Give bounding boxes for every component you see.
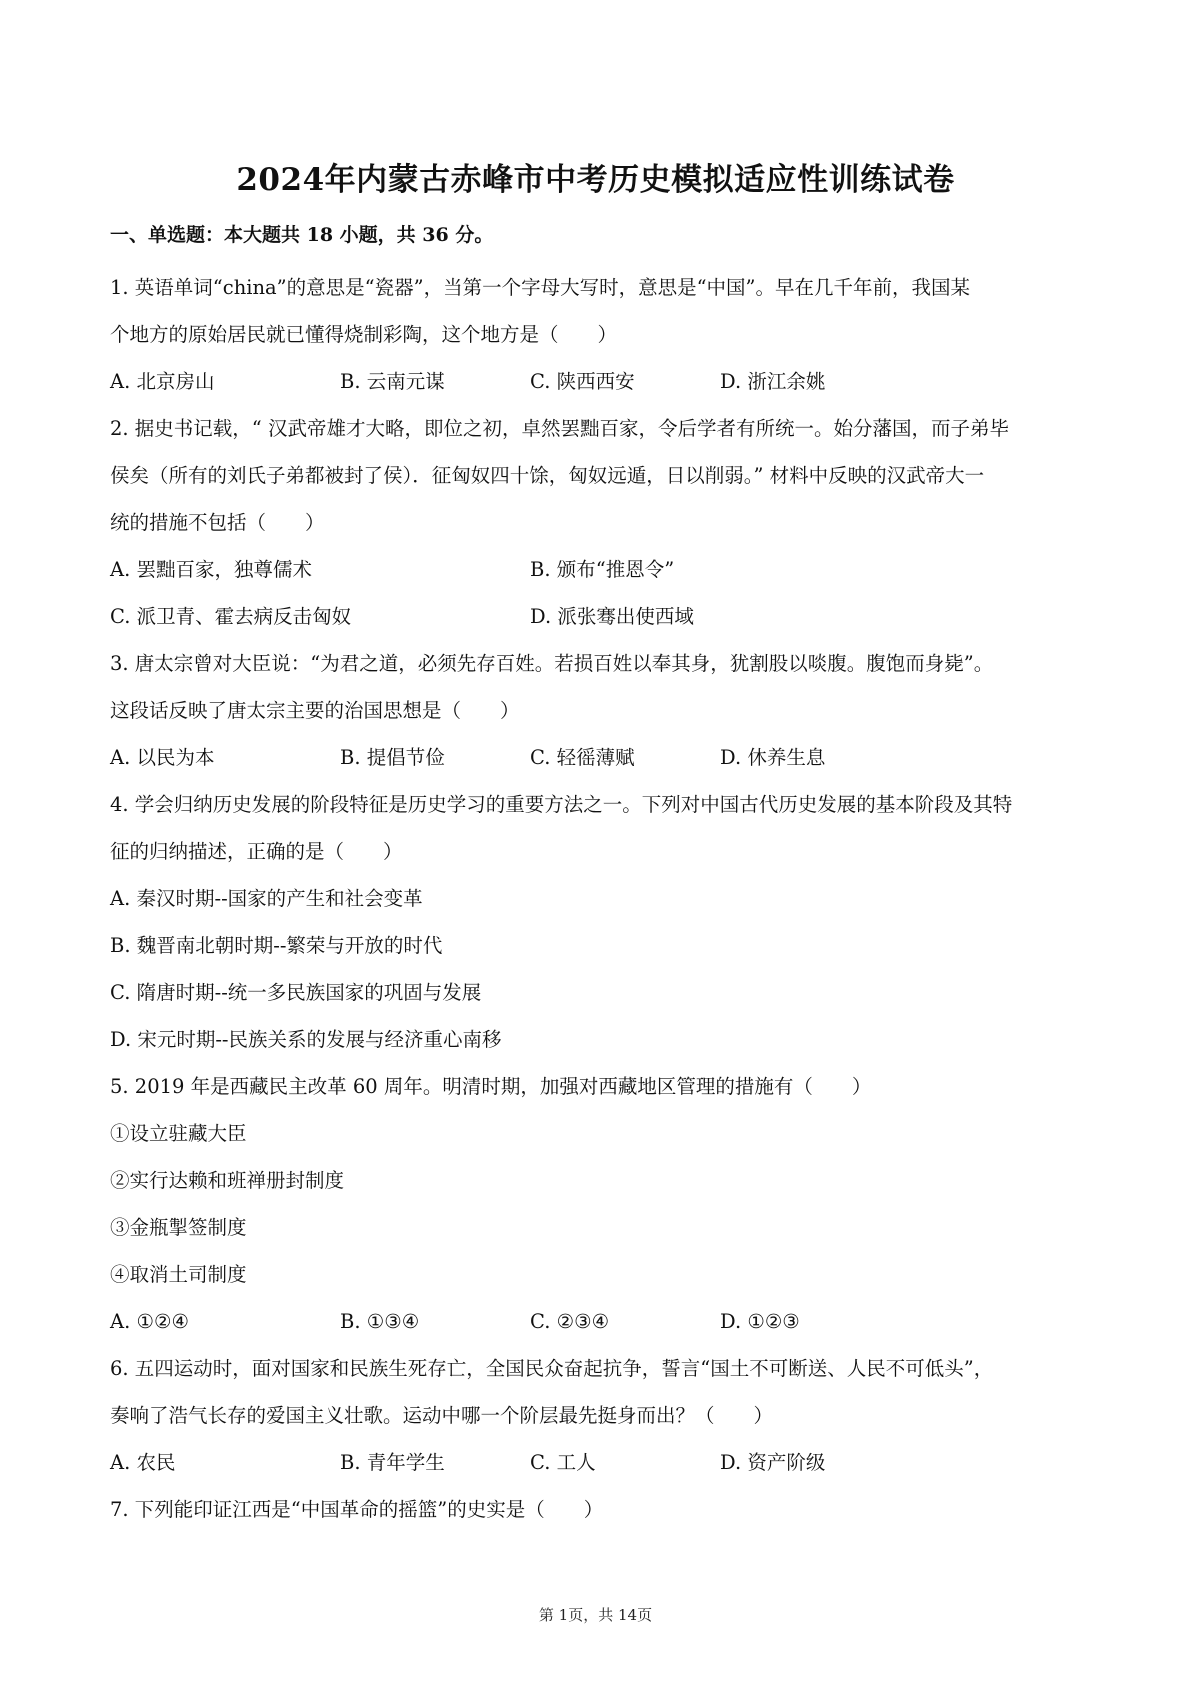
question-stem-line: 7. 下列能印证江西是“中国革命的摇篮”的史实是（ ） — [110, 1498, 604, 1521]
option-c: C. 工人 — [530, 1451, 596, 1474]
question-stem-line: 3. 唐太宗曾对大臣说：“为君之道，必须先存百姓。若损百姓以奉其身，犹割股以啖腹。腹饱而身毙”。 — [110, 652, 994, 675]
option-a: A. 农民 — [110, 1451, 176, 1474]
question-stem-line: 4. 学会归纳历史发展的阶段特征是历史学习的重要方法之一。下列对中国古代历史发展的基本阶段及其特 — [110, 793, 1013, 816]
option-row — [110, 1298, 1090, 1345]
question-stem-line: 2. 据史书记载，“ 汉武帝雄才大略，即位之初，卓然罢黜百家，令后学者有所统一。始分藩国，而子弟毕 — [110, 417, 1009, 440]
option-d: D. 浙江余姚 — [720, 370, 826, 393]
question-stem-line: 侯矣（所有的刘氏子弟都被封了侯）．征匈奴四十馀，匈奴远遁，日以削弱。” 材料中反映的汉武帝大一 — [110, 464, 985, 487]
option-row — [110, 734, 1090, 781]
option-d: D. 宋元时期--民族关系的发展与经济重心南移 — [110, 1028, 502, 1051]
question-stem-line: 奏响了浩气长存的爱国主义壮歌。运动中哪一个阶层最先挺身而出？（ ） — [110, 1404, 774, 1427]
question-2 — [110, 405, 1090, 640]
question-7 — [110, 1486, 1090, 1533]
option-b: B. 青年学生 — [340, 1451, 445, 1474]
option-b: B. 云南元谋 — [340, 370, 445, 393]
question-1 — [110, 264, 1090, 405]
page-footer: 第 1页，共 14页 — [538, 1606, 653, 1624]
option-a: A. 秦汉时期--国家的产生和社会变革 — [110, 887, 423, 910]
option-c: C. 陕西西安 — [530, 370, 635, 393]
option-a: A. ①②④ — [110, 1310, 189, 1333]
option-c: C. ②③④ — [530, 1310, 610, 1333]
exam-content — [110, 220, 1090, 1533]
option-d: D. 资产阶级 — [720, 1451, 826, 1474]
statement-item: ④取消土司制度 — [110, 1263, 247, 1286]
option-c: C. 轻徭薄赋 — [530, 746, 635, 769]
option-b: B. 颁布“推恩令” — [530, 558, 675, 581]
question-stem-line: 个地方的原始居民就已懂得烧制彩陶，这个地方是（ ） — [110, 323, 618, 346]
option-row — [110, 593, 1090, 640]
question-stem-line: 统的措施不包括（ ） — [110, 511, 325, 534]
statement-item: ①设立驻藏大臣 — [110, 1122, 247, 1145]
question-stem-line: 征的归纳描述，正确的是（ ） — [110, 840, 403, 863]
option-c: C. 隋唐时期--统一多民族国家的巩固与发展 — [110, 981, 482, 1004]
option-d: D. 派张骞出使西域 — [530, 605, 694, 628]
question-5 — [110, 1063, 1090, 1345]
statement-item: ②实行达赖和班禅册封制度 — [110, 1169, 345, 1192]
option-row — [110, 546, 1090, 593]
section-heading: 一、单选题：本大题共 18 小题，共 36 分。 — [110, 224, 494, 246]
option-a: A. 北京房山 — [110, 370, 215, 393]
question-stem-line: 5. 2019 年是西藏民主改革 60 周年。明清时期，加强对西藏地区管理的措施有（ ） — [110, 1075, 872, 1098]
statement-item: ③金瓶掣签制度 — [110, 1216, 247, 1239]
page-title: 2024年内蒙古赤峰市中考历史模拟适应性训练试卷 — [236, 162, 955, 198]
question-stem-line: 1. 英语单词“china”的意思是“瓷器”，当第一个字母大写时，意思是“中国”。早在几千年前，我国某 — [110, 276, 971, 299]
question-4 — [110, 781, 1090, 1063]
question-6 — [110, 1345, 1090, 1486]
option-c: C. 派卫青、霍去病反击匈奴 — [110, 605, 352, 628]
question-3 — [110, 640, 1090, 781]
option-b: B. 魏晋南北朝时期--繁荣与开放的时代 — [110, 934, 443, 957]
option-row — [110, 358, 1090, 405]
option-a: A. 罢黜百家，独尊儒术 — [110, 558, 312, 581]
option-d: D. 休养生息 — [720, 746, 826, 769]
option-row — [110, 1439, 1090, 1486]
option-b: B. 提倡节俭 — [340, 746, 445, 769]
option-b: B. ①③④ — [340, 1310, 420, 1333]
question-stem-line: 这段话反映了唐太宗主要的治国思想是（ ） — [110, 699, 520, 722]
question-stem-line: 6. 五四运动时，面对国家和民族生死存亡，全国民众奋起抗争，誓言“国土不可断送、人民不可低头”， — [110, 1357, 994, 1380]
option-d: D. ①②③ — [720, 1310, 800, 1333]
option-a: A. 以民为本 — [110, 746, 215, 769]
